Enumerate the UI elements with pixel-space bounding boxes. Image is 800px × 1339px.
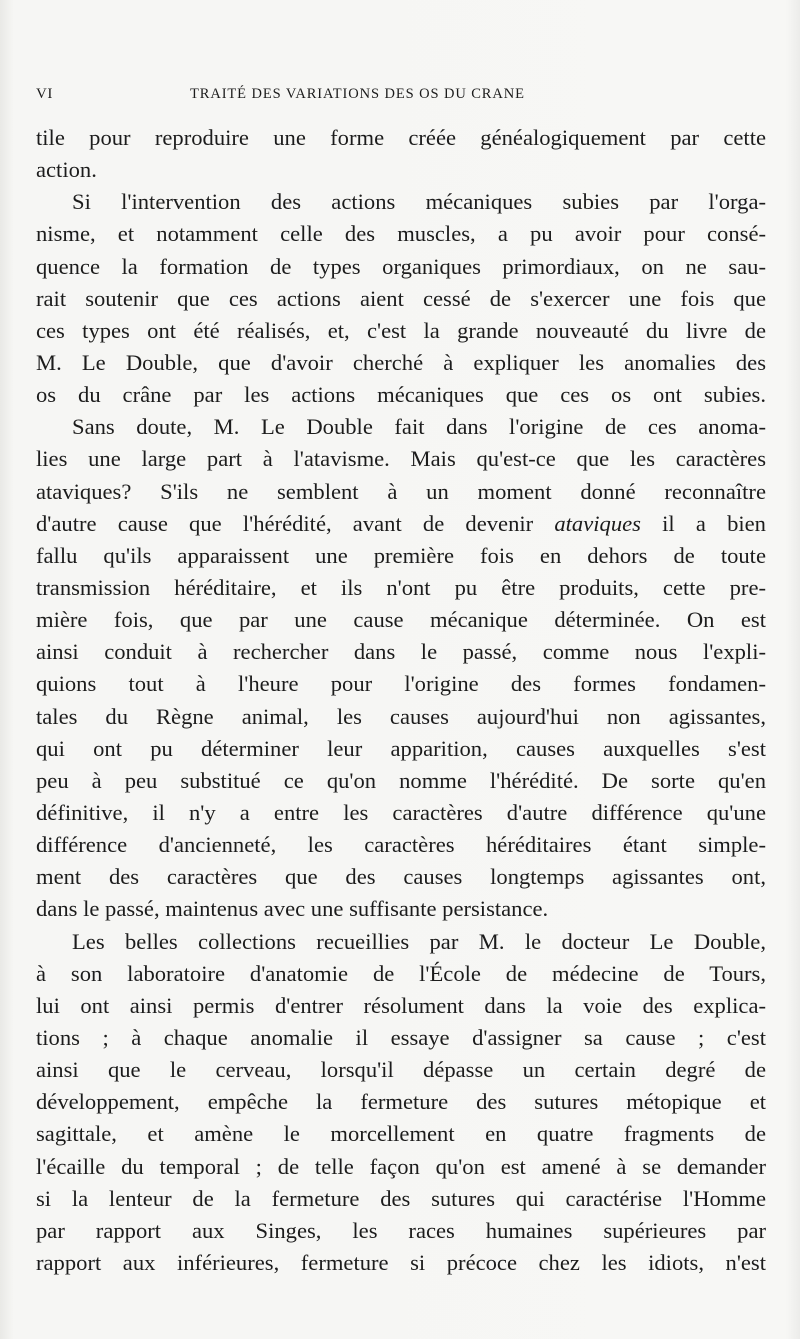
text-line: l'écaille du temporal ; de telle façon qu'on est amené à se demander — [36, 1153, 766, 1179]
text-line: tions ; à chaque anomalie il essaye d'assigner sa cause ; c'est — [36, 1024, 766, 1050]
italic-word: ataviques — [554, 510, 641, 536]
running-head — [36, 86, 766, 106]
text-line: ainsi que le cerveau, lorsqu'il dépasse un certain degré de — [36, 1057, 766, 1083]
text-line: mière fois, que par une cause mécanique déterminée. On est — [36, 607, 766, 633]
text-line: Sans doute, M. Le Double fait dans l'origine de ces anoma- — [72, 414, 766, 440]
text-line: rait soutenir que ces actions aient cessé de s'exercer une fois que — [36, 285, 766, 311]
text-line: quions tout à l'heure pour l'origine des formes fondamen- — [36, 671, 766, 697]
text-line: rapport aux inférieures, fermeture si précoce chez les idiots, n'est — [36, 1249, 766, 1275]
text-line: Les belles collections recueillies par M. le docteur Le Double, — [72, 928, 766, 954]
text-line: qui ont pu déterminer leur apparition, causes auxquelles s'est — [36, 735, 766, 761]
text-line — [36, 508, 766, 540]
text-line-segment: il a bien — [640, 510, 766, 536]
text-line: ment des caractères que des causes longtemps agissantes ont, — [36, 864, 766, 890]
text-line-segment: d'autre cause que l'hérédité, avant de devenir — [36, 510, 534, 536]
text-line: tile pour reproduire une forme créée généalogiquement par cette — [36, 125, 766, 150]
text-line: action. — [36, 157, 97, 183]
text-line: dans le passé, maintenus avec une suffisante persistance. — [36, 896, 549, 922]
text-line: si la lenteur de la fermeture des sutures qui caractérise l'Homme — [36, 1185, 766, 1211]
text-line: à son laboratoire d'anatomie de l'École de médecine de Tours, — [36, 960, 766, 986]
body-text — [36, 122, 766, 1279]
text-line: sagittale, et amène le morcellement en quatre fragments de — [36, 1121, 766, 1147]
text-line: lies une large part à l'atavisme. Mais qu'est-ce que les caractères — [36, 446, 766, 472]
running-title: TRAITÉ DES VARIATIONS DES OS DU CRANE — [190, 86, 525, 102]
text-line: quence la formation de types organiques primordiaux, on ne sau- — [36, 253, 766, 279]
text-line: Si l'intervention des actions mécaniques subies par l'orga- — [72, 189, 766, 215]
text-line: définitive, il n'y a entre les caractères d'autre différence qu'une — [36, 799, 766, 825]
page-number: VI — [36, 86, 53, 102]
text-line: ataviques? S'ils ne semblent à un moment donné reconnaître — [36, 478, 766, 504]
text-line: transmission héréditaire, et ils n'ont pu être produits, cette pre- — [36, 574, 766, 600]
text-line: fallu qu'ils apparaissent une première fois en dehors de toute — [36, 542, 766, 568]
text-line: différence d'ancienneté, les caractères héréditaires étant simple- — [36, 832, 766, 858]
text-line: os du crâne par les actions mécaniques que ces os ont subies. — [36, 382, 766, 408]
text-line: M. Le Double, que d'avoir cherché à expliquer les anomalies des — [36, 349, 766, 375]
text-line: par rapport aux Singes, les races humaines supérieures par — [36, 1217, 766, 1243]
text-line: ces types ont été réalisés, et, c'est la grande nouveauté du livre de — [36, 317, 766, 343]
text-line: peu à peu substitué ce qu'on nomme l'hérédité. De sorte qu'en — [36, 767, 766, 793]
text-line: nisme, et notamment celle des muscles, a pu avoir pour consé- — [36, 221, 766, 247]
text-line: lui ont ainsi permis d'entrer résolument dans la voie des explica- — [36, 992, 766, 1018]
text-line: ainsi conduit à rechercher dans le passé, comme nous l'expli- — [36, 639, 766, 665]
text-line: développement, empêche la fermeture des sutures métopique et — [36, 1089, 766, 1115]
text-line: tales du Règne animal, les causes aujourd'hui non agissantes, — [36, 703, 766, 729]
